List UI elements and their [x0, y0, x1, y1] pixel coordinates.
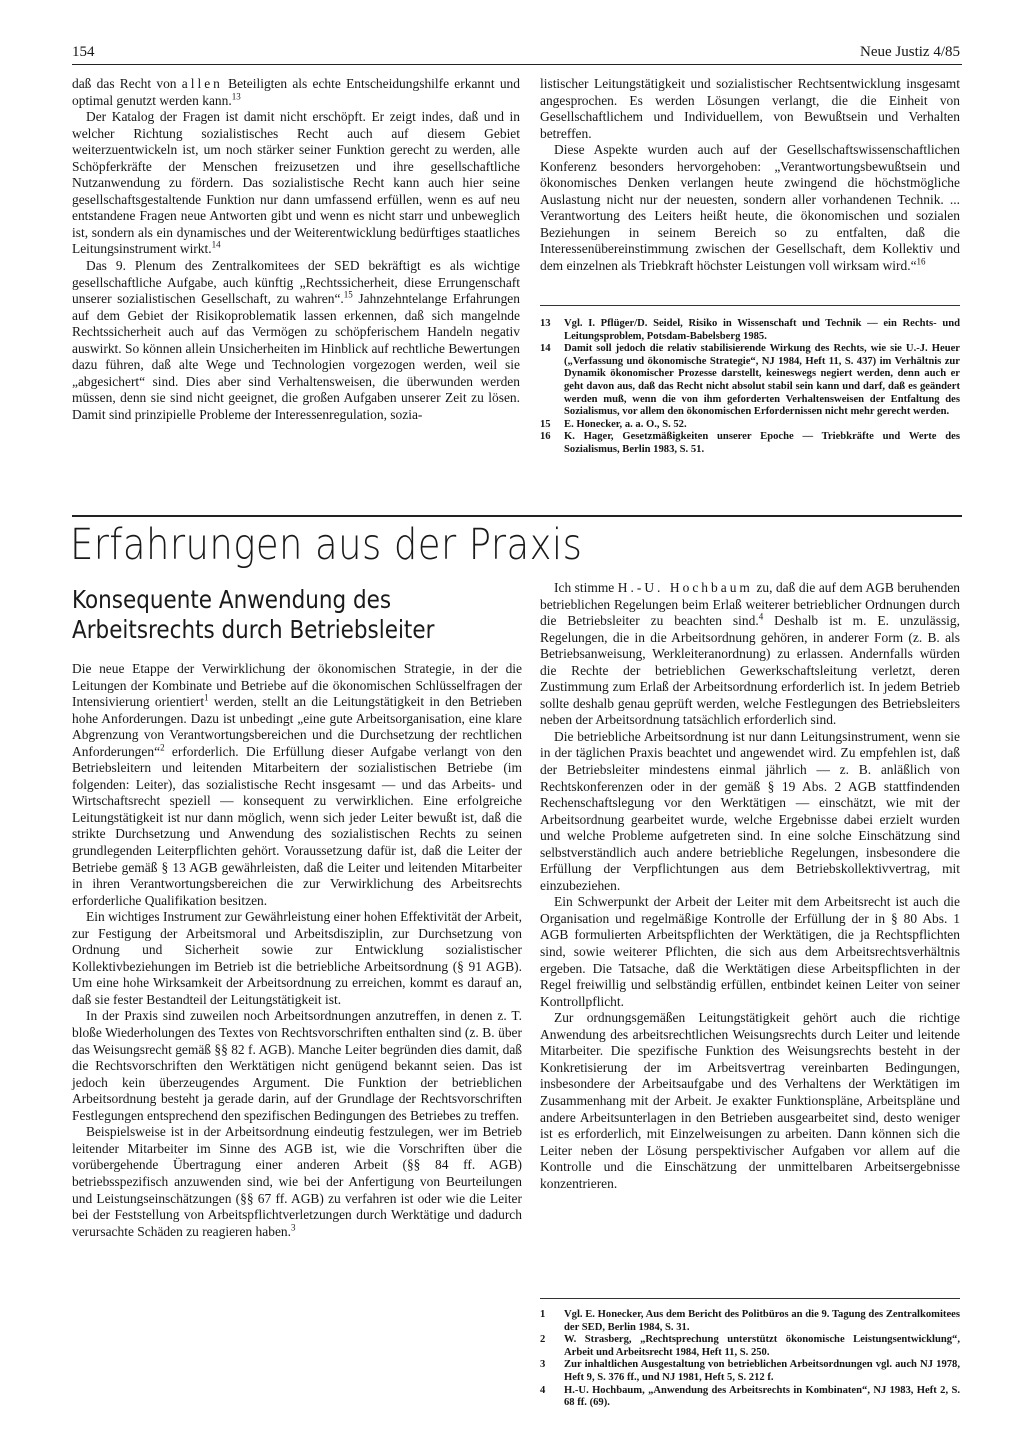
footnote-text: Vgl. I. Pflüger/D. Seidel, Risiko in Wissenschaft und Technik — ein Rechts- und Leitungsproblem, Potsdam-Babelsberg 1985. [564, 318, 960, 342]
article-left-column [72, 661, 522, 1240]
footnote [540, 1309, 960, 1334]
footnote-text: Vgl. E. Honecker, Aus dem Bericht des Politbüros an die 9. Tagung des Zentralkomitees der SED, Berlin 1984, S. 31. [564, 1309, 960, 1333]
footnote-ref: 16 [916, 256, 926, 267]
article-title: Konsequente Anwendung des Arbeitsrechts durch Betriebsleiter [72, 585, 435, 644]
top-right-column [540, 76, 960, 275]
footnote [540, 1385, 960, 1410]
text-run: Die neue Etappe der Verwirklichung der ökonomischen Strategie, in der die Leitungen der Kombinate und Betriebe auf die ökonomischen Schlüsselfragen der Intensivierung orientiert [72, 661, 522, 710]
footnote-ref: 4 [758, 611, 764, 622]
paragraph [72, 1008, 522, 1124]
text-run: werden, stellt an die Leitungstätigkeit in den Betrieben hohe Anforderungen. Dazu ist unbedingt „eine gute Arbeitsorganisation, eine klare Abgrenzung von Verantwortungsbereichen und die Durchsetzung der rechtlichen Anforderungen“ [72, 694, 523, 759]
footnote-number: 14 [540, 343, 551, 355]
footnote-number: 3 [540, 1359, 546, 1371]
text-run: Ein wichtiges Instrument zur Gewährleistung einer hohen Effektivität der Arbeit, zur Festigung der Arbeitsmoral und Arbeitsdisziplin, zur Durchsetzung von Ordnung und Sicherheit sowie zur Entwicklung sozialistischer Kollektivbeziehungen im Betrieb ist die betriebliche Arbeitsordnung (§ 91 AGB). Um eine hohe Wirksamkeit der Arbeitsordnung zu erreichen, kommt es darauf an, daß sie fester Bestandteil der Leitungstätigkeit ist. [72, 909, 522, 1007]
footnote-ref: 15 [343, 289, 353, 300]
text-run: erforderlich. Die Erfüllung dieser Aufgabe verlangt von den Betriebsleitern und leitenden Mitarbeitern der sozialistischen Betriebe (im folgenden: Leiter), das sozialistische Recht insgesamt — und das Arbeits- und Wirtschaftsrecht speziell — konsequent zu verwirklichen. Eine erfolgreiche Leitungstätigkeit ist nur dann möglich, wenn sich jeder Leiter bewußt ist, daß die strikte Durchsetzung und Anwendung des sozialistischen Rechts zu seinen grundlegenden Leiterpflichten gehört. Voraussetzung dafür ist, daß die Leiter der Betriebe gemäß § 13 AGB gewährleisten, daß die Leiter und leitenden Mitarbeiter in ihren Verantwortungsbereichen die zur Verwirklichung des Arbeitsrechts erforderliche Qualifikation besitzen. [72, 743, 522, 908]
text-run: Jahnzehntelange Erfahrungen auf dem Gebiet der Risikoproblematik lassen erkennen, daß sich mangelnde Rechtssicherheit auch auf das Vermögen zu schöpferischem Handeln negativ auswirkt. So können allein Unsicherheiten im Hinblick auf rechtliche Bewertungen dazu führen, daß alte Wege und Technologien vorgezogen werden, weil sie „abgesichert“ sind. Dies aber sind Verhaltensweisen, die überwunden werden müssen, denn sie sind nicht geeignet, die großen Aufgaben unserer Zeit zu lösen. Damit sind prinzipielle Probleme der Interessenregulation, sozia- [72, 291, 520, 422]
paragraph [540, 76, 960, 142]
author-name: H.-U. Hochbaum [617, 580, 753, 595]
footnote-rule [540, 1298, 960, 1299]
footnote-number: 2 [540, 1334, 546, 1346]
text-run: Beispielsweise ist in der Arbeitsordnung eindeutig festzulegen, wer im Betrieb leitender Mitarbeiter im Sinne des AGB ist, wie die Vorschriften über die vorübergehende Übertragung einer anderen Arbeit (§§ 84 ff. AGB) betriebsspezifisch anzuwenden sind, wie bei der Anfertigung von Beurteilungen und Leistungseinschätzungen (§§ 67 ff. AGB) zu verfahren ist oder wie die Leiter bei der Feststellung von Arbeitspflichtverletzungen durch Werktätige und dadurch verursachte Schäden zu reagieren haben. [72, 1124, 522, 1239]
section-title: Erfahrungen aus der Praxis [70, 520, 583, 570]
footnote [540, 1334, 960, 1359]
footnote-ref: 14 [211, 239, 221, 250]
paragraph [540, 894, 960, 1010]
footnote-text: H.-U. Hochbaum, „Anwendung des Arbeitsrechts in Kombinaten“, NJ 1983, Heft 2, S. 68 ff. (69). [564, 1384, 960, 1409]
footnote-text: E. Honecker, a. a. O., S. 52. [564, 418, 687, 430]
footnote-number: 15 [540, 418, 551, 430]
paragraph [540, 142, 960, 274]
text-run: daß das Recht von [72, 76, 182, 91]
footnote [540, 419, 960, 432]
text-run: Diese Aspekte wurden auch auf der Gesellschaftswissenschaftlichen Konferenz besonders hervorgehoben: „Verantwortungsbewußtsein und ökonomisches Denken verlangen heute zwingend die höchstmögliche Auslastung nicht nur der neuesten, sondern aller vorhandenen Technik. ... Verantwortung des Leiters heißt heute, die ökonomischen und sozialen Beziehungen in seinem Bereich so zu entfalten, daß die Interessenübereinstimmung zwischen der Gesellschaft, dem Kollektiv und dem einzelnen als Triebkraft höchster Leistungen voll wirksam wird.“ [540, 142, 960, 274]
top-footnotes [540, 318, 960, 457]
footnote-number: 13 [540, 318, 551, 329]
text-run: listischer Leitungstätigkeit und sozialistischer Rechtsentwicklung insgesamt angesprochen. Es werden Lösungen verlangt, die die Einheit von Gesellschaftlichem und Individuellem, von Bewußtsein und Verhalten betreffen. [540, 76, 960, 141]
footnote-ref: 3 [291, 1222, 296, 1233]
paragraph [540, 1010, 960, 1192]
article-right-column [540, 580, 960, 1192]
footnote-number: 1 [540, 1309, 546, 1320]
page-number: 154 [72, 44, 95, 60]
text-run: In der Praxis sind zuweilen noch Arbeitsordnungen anzutreffen, in denen z. T. bloße Wiederholungen des Textes von Rechtsvorschriften enthalten sind (z. B. über das Weisungsrecht gemäß §§ 82 f. AGB). Manche Leiter begründen dies damit, daß die Rechtsvorschriften den Werktätigen nicht genügend bekannt seien. Das ist jedoch kein überzeugendes Argument. Die Funktion der betrieblichen Arbeitsordnung besteht ja gerade darin, auf der Grundlage der Rechtsvorschriften Festlegungen entsprechend den spezifischen Bedingungen des Betriebes zu treffen. [72, 1008, 522, 1123]
emphasized-word: allen [181, 76, 223, 91]
text-run: Die betriebliche Arbeitsordnung ist nur dann Leitungsinstrument, wenn sie in der täglichen Praxis beachtet und angewendet wird. Zu empfehlen ist, daß der Betriebsleiter mindestens einmal jährlich — z. B. anläßlich von Rechtskonferenzen oder in der gemäß § 19 Abs. 2 AGB stattfindenden Rechenschaftslegung vor den Werktätigen — einschätzt, wie mit der Arbeitsordnung gearbeitet wurde, welche Ergebnisse dabei erzielt wurden und welche Probleme aufgetreten sind. In eine solche Einschätzung sind selbstverständlich auch andere betriebliche Regelungen, insbesondere die Erfüllung der Verpflichtungen aus dem Betriebskollektivvertrag, mit einzubeziehen. [540, 728, 960, 893]
header-rule [72, 64, 962, 65]
footnote-ref: 2 [160, 742, 165, 753]
footnote-text: K. Hager, Gesetzmäßigkeiten unserer Epoche — Triebkräfte und Werte des Sozialismus, Berlin 1983, S. 51. [564, 431, 960, 455]
text-run: Beteiligten als echte Entscheidungshilfe erkannt und optimal genutzt werden kann. [72, 76, 520, 108]
footnote-text: W. Strasberg, „Rechtsprechung unterstützt ökonomische Leistungsentwicklung“, Arbeit und Arbeitsrecht 1984, Heft 11, S. 250. [564, 1334, 960, 1358]
text-run: Das 9. Plenum des Zentralkomitees der SED bekräftigt es als wichtige gesellschaftliche Aufgabe, auch künftig „Rechtssicherheit, diese Errungenschaft unserer sozialistischen Gesellschaft, zu wahren“. [72, 258, 520, 307]
text-run: Ich stimme [554, 580, 618, 595]
paragraph [72, 109, 520, 258]
text-run: zu, daß die auf dem AGB beruhenden betrieblichen Regelungen beim Erlaß weiterer betrieblicher Ordnungen durch die Betriebsleiter zu beachten sind. [540, 580, 961, 629]
paragraph [72, 661, 522, 909]
paragraph [72, 258, 520, 423]
paragraph [72, 909, 522, 1008]
footnote [540, 431, 960, 456]
footnote-ref: 13 [231, 91, 241, 102]
top-left-column [72, 76, 520, 423]
footnote-number: 4 [540, 1384, 546, 1396]
footnote-text: Damit soll jedoch die relativ stabilisierende Wirkung des Rechts, wie sie U.-J. Heuer („Verfassung und ökonomische Strategie“, NJ 1984, Heft 11, S. 437) im Verhältnis zur Dynamik ökonomischer Prozesse darstellt, keineswegs negiert werden, denn auch er geht davon aus, daß das Recht nicht absolut stabil sein kann und darf, daß es geändert werden muß, wenn die von ihm geforderten Verhaltensweisen der Entfaltung des Sozialismus, vor allem den ökonomischen Erfordernissen nicht mehr gerecht werden. [564, 343, 960, 418]
footnote-rule [540, 305, 960, 306]
text-run: Deshalb ist m. E. unzulässig, Regelungen, die in die Arbeitsordnung gehören, in anderer Form (z. B. als Betriebsanweisung, Werkleiteranordnung) zu erlassen. Andernfalls würden die Rechte der betrieblichen Gewerkschaftsleitung verletzt, deren Zustimmung zum Erlaß der Arbeitsordnung erforderlich ist. In jedem Betrieb sollte deshalb genau geprüft werden, welche Festlegungen des Betriebsleiters neben der Arbeitsordnung tatsächlich erforderlich sind. [540, 613, 960, 728]
text-run: Der Katalog der Fragen ist damit nicht erschöpft. Er zeigt indes, daß und in welcher Richtung sozialistisches Recht auch auf diesem Gebiet weiterzuentwickeln ist, um noch stärker seiner Funktion gerecht zu werden, alle Schöpferkräfte der Menschen freizusetzen und ihre gesellschaftliche Nutzanwendung zu fördern. Das sozialistische Recht kann auch hier seine gesellschaftsgestaltende Funktion nur dann umfassend erfüllen, wenn es auf neu entstandene Fragen neue Antworten gibt und wenn es nicht starr und unbeweglich ist, sondern als ein dynamisches und der Weiterentwicklung bedürftiges staatliches Leitungsinstrument wirkt. [72, 109, 520, 257]
paragraph [540, 729, 960, 894]
footnote [540, 318, 960, 343]
footnote [540, 343, 960, 419]
footnote-text: Zur inhaltlichen Ausgestaltung von betrieblichen Arbeitsordnungen vgl. auch NJ 1978, Heft 9, S. 376 ff., und NJ 1981, Heft 5, S. 212 f. [564, 1359, 960, 1383]
paragraph [72, 76, 520, 109]
section-rule [72, 515, 962, 517]
journal-issue: Neue Justiz 4/85 [860, 44, 960, 60]
text-run: Zur ordnungsgemäßen Leitungstätigkeit gehört auch die richtige Anwendung des arbeitsrechtlichen Weisungsrechts durch Leiter und leitende Mitarbeiter. Die spezifische Funktion des Weisungsrechts besteht in der Konkretisierung der im Arbeitsvertrag vereinbarten Bedingungen, insbesondere der Arbeitsaufgabe und des Verhaltens der Werktätigen im Zusammenhang mit der Arbeit. Je exakter Funktionspläne, Arbeitspläne und andere Arbeitsunterlagen in den Betrieben ausgearbeitet sind, desto weniger ist es erforderlich, mit Einzelweisungen zu arbeiten. Dann können sich die Leiter neben der Lösung perspektivischer Aufgaben vor allem auf die Kontrolle und die Einschätzung der unmittelbaren Arbeitsergebnisse konzentrieren. [540, 1010, 960, 1191]
text-run: Ein Schwerpunkt der Arbeit der Leiter mit dem Arbeitsrecht ist auch die Organisation und regelmäßige Kontrolle der Erfüllung der in § 80 Abs. 1 AGB formulierten Arbeitspflichten der Werktätigen, die ja Rechtspflichten sind, sowie weiterer Pflichten, die sich aus dem Arbeitsrechtsverhältnis ergeben. Die Tatsache, daß die Werktätigen diese Arbeitspflichten in der Regel freiwillig und selbständig erfüllen, entbindet keinen Leiter von seiner Kontrollpflicht. [540, 894, 960, 1009]
footnote [540, 1359, 960, 1384]
footnote-ref: 1 [204, 692, 209, 703]
footnote-number: 16 [540, 431, 551, 443]
bottom-footnotes [540, 1309, 960, 1410]
paragraph [72, 1124, 522, 1240]
paragraph [540, 580, 960, 729]
